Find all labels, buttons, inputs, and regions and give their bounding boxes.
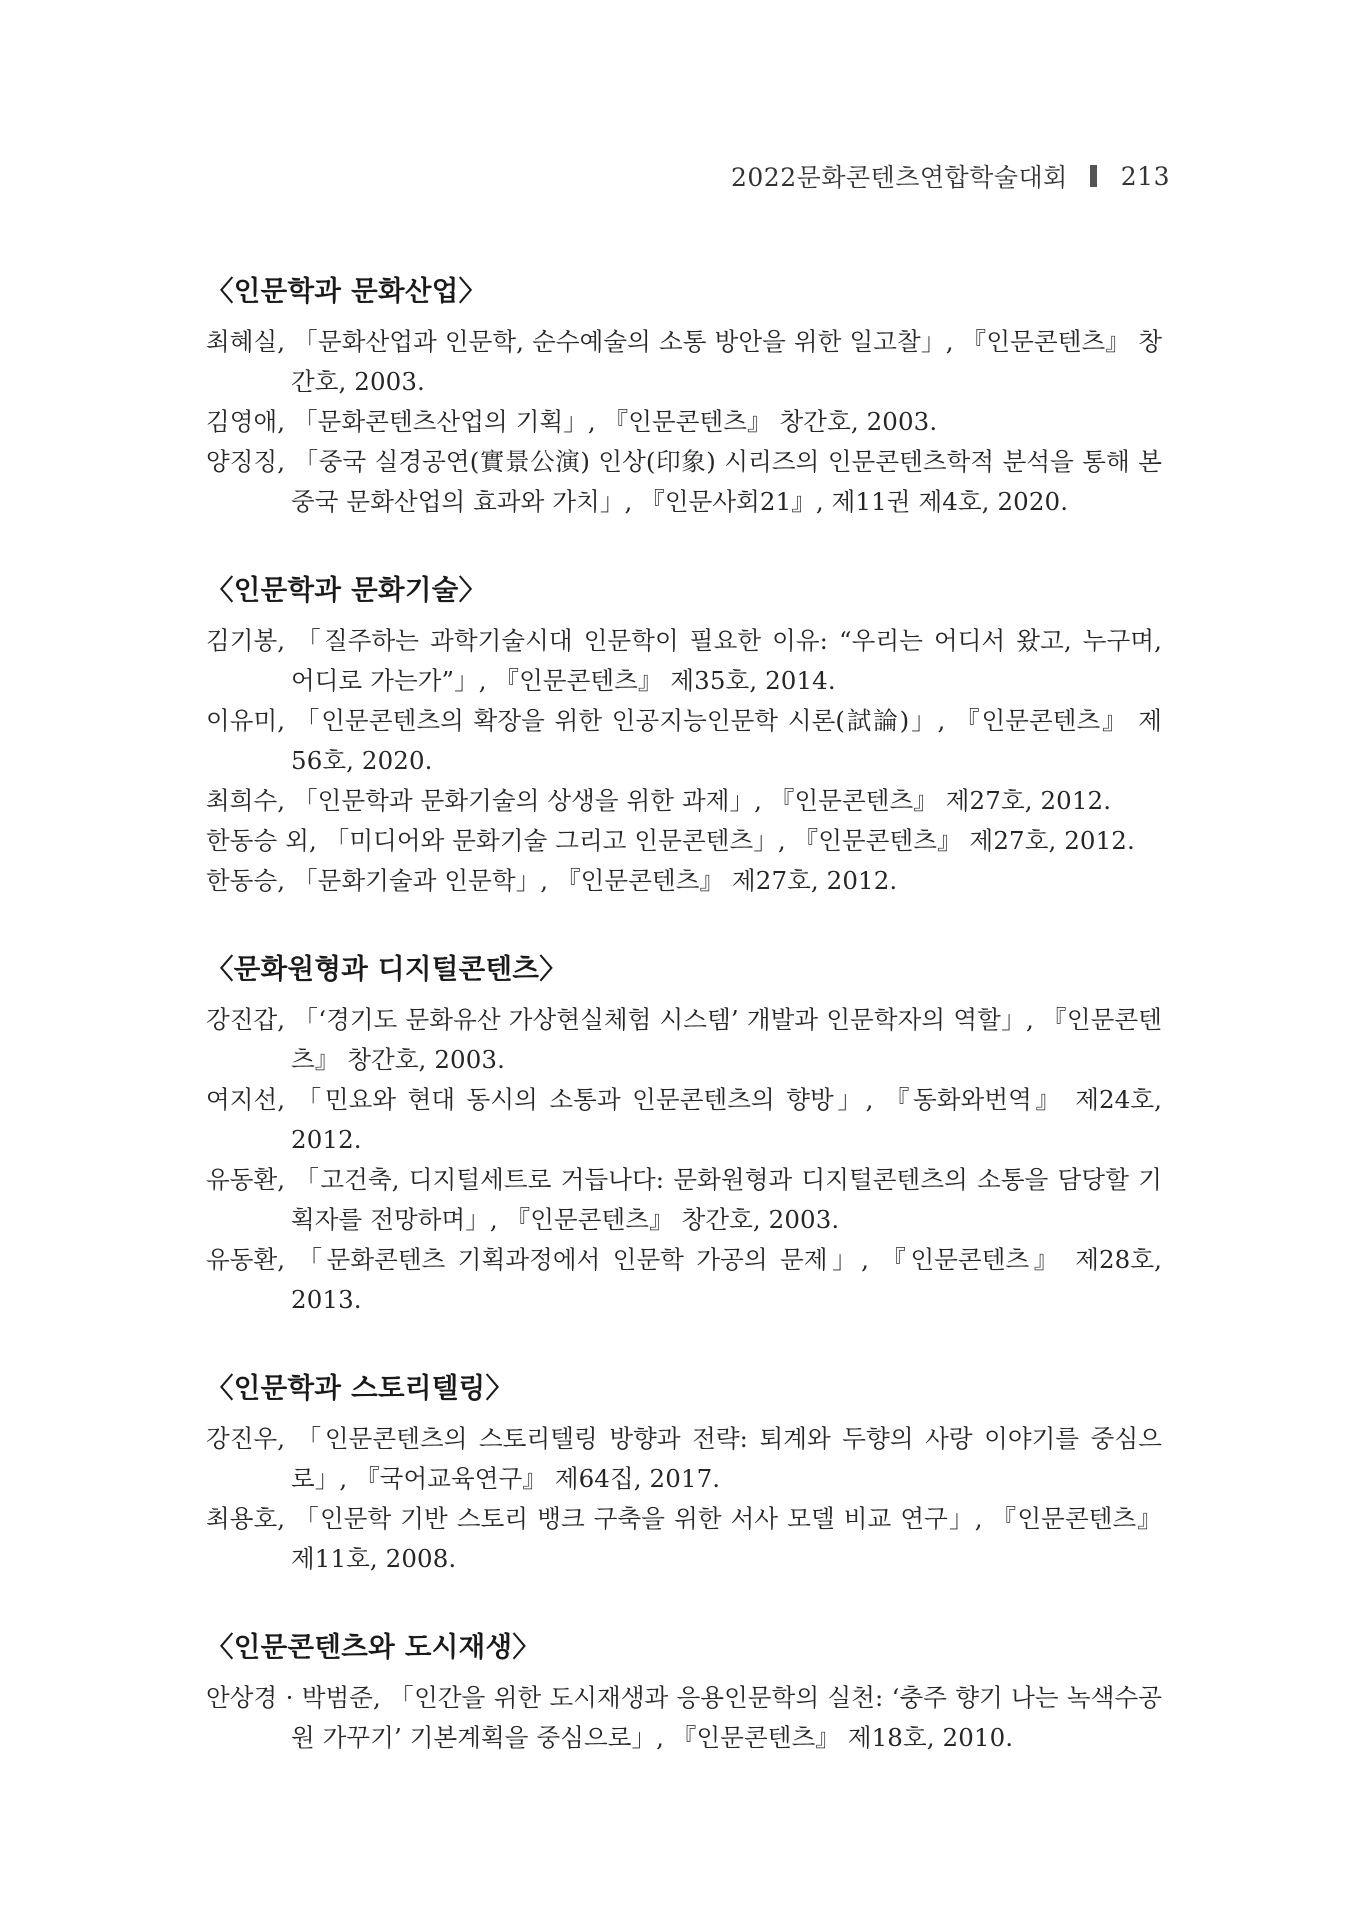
section-humanities-culture-industry — [206, 268, 1162, 522]
reference-entry: 최용호, 「인문학 기반 스토리 뱅크 구축을 위한 서사 모델 비교 연구」, 『인문콘텐츠』 제11호, 2008. — [206, 1504, 1162, 1573]
reference-entry: 최희수, 「인문학과 문화기술의 상생을 위한 과제」, 『인문콘텐츠』 제27호, 2012. — [206, 786, 1112, 815]
section-title: 〈인문학과 문화기술〉 — [206, 574, 487, 606]
reference-entry: 강진갑, 「‘경기도 문화유산 가상현실체험 시스템’ 개발과 인문학자의 역할」, 『인문콘텐츠』 창간호, 2003. — [206, 1005, 1162, 1074]
page-number: 213 — [1120, 161, 1170, 191]
reference-entry: 한동승 외, 「미디어와 문화기술 그리고 인문콘텐츠」, 『인문콘텐츠』 제27호, 2012. — [206, 826, 1135, 855]
section-title: 〈인문학과 문화산업〉 — [206, 275, 487, 307]
section-humanities-content-urban-regeneration — [206, 1624, 1162, 1758]
reference-entry: 최혜실, 「문화산업과 인문학, 순수예술의 소통 방안을 위한 일고찰」, 『인문콘텐츠』 창간호, 2003. — [206, 327, 1162, 396]
section-title: 〈인문콘텐츠와 도시재생〉 — [206, 1631, 541, 1663]
reference-entry: 유동환, 「문화콘텐츠 기획과정에서 인문학 가공의 문제」, 『인문콘텐츠』 제28호, 2013. — [206, 1245, 1162, 1314]
running-header — [731, 158, 1170, 194]
reference-entry: 양징징, 「중국 실경공연(實景公演) 인상(印象) 시리즈의 인문콘텐츠학적 분석을 통해 본 중국 문화산업의 효과와 가치」, 『인문사회21』, 제11권 제4호, 2020. — [206, 447, 1162, 516]
section-humanities-culture-technology — [206, 567, 1162, 901]
reference-entry: 안상경 · 박범준, 「인간을 위한 도시재생과 응용인문학의 실천: ‘충주 향기 나는 녹색수공원 가꾸기’ 기본계획을 중심으로」, 『인문콘텐츠』 제18호, 2010. — [206, 1683, 1162, 1752]
references-content — [206, 268, 1162, 1803]
reference-entry: 김영애, 「문화콘텐츠산업의 기획」, 『인문콘텐츠』 창간호, 2003. — [206, 407, 938, 436]
reference-entry: 이유미, 「인문콘텐츠의 확장을 위한 인공지능인문학 시론(試論)」, 『인문콘텐츠』 제56호, 2020. — [206, 706, 1162, 775]
section-cultural-archetype-digital-content — [206, 946, 1162, 1320]
section-title: 〈인문학과 스토리텔링〉 — [206, 1372, 514, 1404]
reference-entry: 김기봉, 「질주하는 과학기술시대 인문학이 필요한 이유: “우리는 어디서 왔고, 누구며, 어디로 가는가”」, 『인문콘텐츠』 제35호, 2014. — [206, 626, 1162, 695]
reference-entry: 한동승, 「문화기술과 인문학」, 『인문콘텐츠』 제27호, 2012. — [206, 866, 898, 895]
running-header-title: 2022문화콘텐츠연합학술대회 — [731, 163, 1068, 192]
reference-entry: 여지선, 「민요와 현대 동시의 소통과 인문콘텐츠의 향방」, 『동화와번역』 제24호, 2012. — [206, 1085, 1162, 1154]
reference-entry: 유동환, 「고건축, 디지털세트로 거듭나다: 문화원형과 디지털콘텐츠의 소통을 담당할 기획자를 전망하며」, 『인문콘텐츠』 창간호, 2003. — [206, 1165, 1162, 1234]
header-divider-bar — [1090, 165, 1097, 187]
reference-entry: 강진우, 「인문콘텐츠의 스토리텔링 방향과 전략: 퇴계와 두향의 사랑 이야기를 중심으로」, 『국어교육연구』 제64집, 2017. — [206, 1424, 1162, 1493]
section-title: 〈문화원형과 디지털콘텐츠〉 — [206, 953, 567, 985]
section-humanities-storytelling — [206, 1365, 1162, 1579]
